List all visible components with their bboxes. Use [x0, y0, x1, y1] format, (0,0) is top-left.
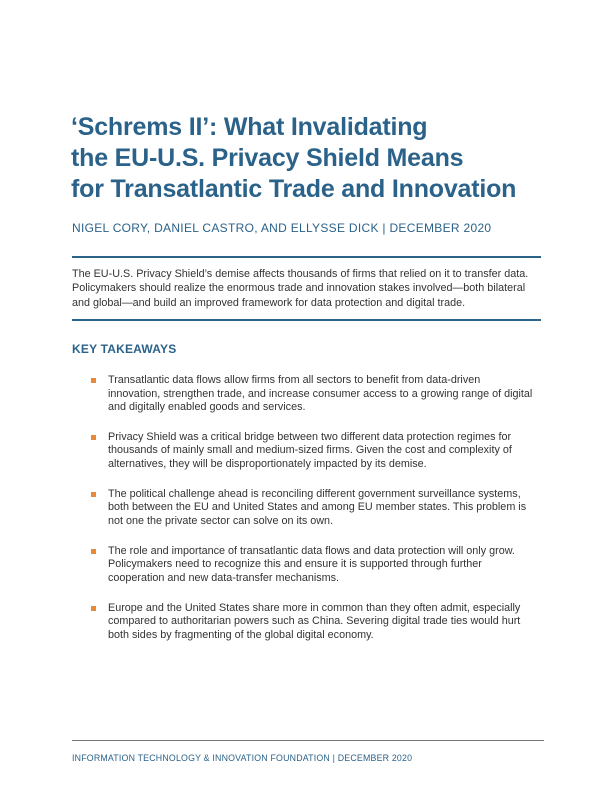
takeaway-line: not one the private sector can solve on its own. [108, 514, 334, 527]
square-bullet-icon [91, 606, 96, 611]
report-title-line: ‘Schrems II’: What Invalidating [71, 113, 428, 141]
square-bullet-icon [91, 549, 96, 554]
summary-line: The EU-U.S. Privacy Shield’s demise affects thousands of firms that relied on it to transfer data. [72, 268, 529, 280]
takeaway-line: Policymakers need to recognize this and ensure it is supported through further [108, 558, 482, 571]
page-footer: INFORMATION TECHNOLOGY & INNOVATION FOUNDATION | DECEMBER 2020 [72, 753, 413, 763]
summary-bottom-rule [72, 319, 541, 321]
takeaway-line: alternatives, they will be disproportionately impacted by its demise. [108, 457, 427, 470]
summary-top-rule [72, 256, 541, 258]
square-bullet-icon [91, 492, 96, 497]
square-bullet-icon [91, 435, 96, 440]
summary-line: and global—and build an improved framework for data protection and digital trade. [72, 296, 466, 309]
takeaway-item [91, 488, 551, 529]
report-title-line: for Transatlantic Trade and Innovation [71, 175, 517, 203]
takeaway-line: thousands of mainly small and medium-sized firms. Given the cost and complexity of [108, 444, 512, 457]
takeaway-line: Europe and the United States share more in common than they often admit, especially [108, 601, 521, 614]
summary-line: Policymakers should realize the enormous trade and innovation stakes involved—both bilateral [72, 282, 526, 295]
footer-rule [72, 740, 544, 741]
square-bullet-icon [91, 378, 96, 383]
takeaway-line: and digitally enabled goods and services. [108, 401, 306, 413]
takeaway-item [91, 602, 551, 643]
takeaway-line: cooperation and new data-transfer mechanisms. [108, 571, 340, 584]
takeaway-line: both between the EU and United States and among EU member states. This problem is [108, 501, 527, 514]
takeaway-line: innovation, strengthen trade, and increase consumer access to a growing range of digital [108, 387, 533, 400]
takeaway-item [91, 374, 551, 415]
takeaway-item [91, 545, 551, 586]
takeaway-item [91, 431, 551, 472]
takeaway-line: Transatlantic data flows allow firms from all sectors to benefit from data-driven [108, 374, 481, 386]
key-takeaways-heading: KEY TAKEAWAYS [72, 342, 177, 356]
takeaway-line: both sides by fragmenting of the global digital economy. [108, 628, 374, 641]
report-title [71, 112, 551, 205]
key-takeaways-list [91, 374, 551, 658]
summary-paragraph [72, 267, 544, 310]
takeaway-line: The role and importance of transatlantic data flows and data protection will only grow. [108, 544, 515, 557]
report-title-line: the EU-U.S. Privacy Shield Means [71, 144, 464, 172]
takeaway-line: The political challenge ahead is reconciling different government surveillance systems, [108, 487, 521, 500]
takeaway-line: compared to authoritarian powers such as China. Severing digital trade ties would hurt [108, 615, 521, 628]
authors-byline: NIGEL CORY, DANIEL CASTRO, AND ELLYSSE DICK | DECEMBER 2020 [72, 221, 492, 235]
takeaway-line: Privacy Shield was a critical bridge between two different data protection regimes for [108, 430, 512, 443]
